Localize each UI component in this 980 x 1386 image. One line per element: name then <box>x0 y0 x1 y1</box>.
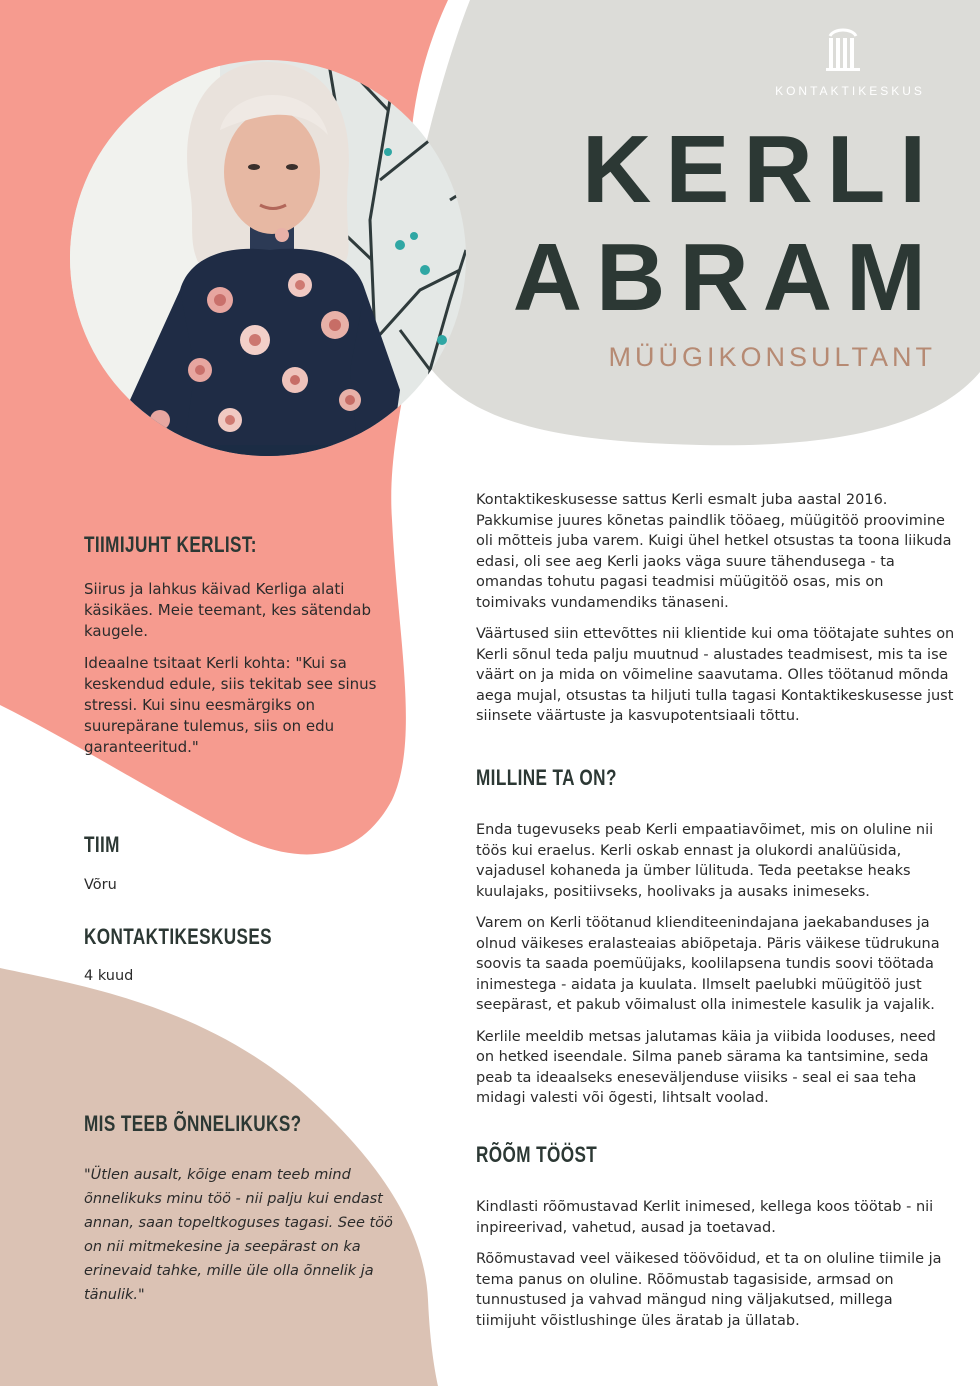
teamlead-heading: TIIMIJUHT KERLIST: <box>84 532 257 557</box>
happy-heading: MIS TEEB ÕNNELIKUKS? <box>84 1111 302 1136</box>
last-name: ABRAM <box>512 224 940 331</box>
kontaktikeskus-logo-icon <box>826 26 860 72</box>
intro-p2: Väärtused siin ettevõttes nii klientide kui oma töötajate suhtes on Kerli sõnul teda palju muutnud - alustades teadmisest, mis ta ise väärt on ja mida on võimeline saavutama. Olles töötanud mõnda aega mujal, otsustas ta hiljuti tulla tagasi Kontaktikeskusesse just siinsete väärtuste ja kasvupotentsiaali tõttu. <box>476 626 955 724</box>
intro-text <box>476 490 956 727</box>
joy-heading: RÕÕM TÖÖST <box>476 1142 598 1167</box>
teamlead-p2: Ideaalne tsitaat Kerli kohta: "Kui sa keskendud edule, siis tekitab see sinus stressi. Kui sinu eesmärgiks on suurepärane tulemus, siis on edu garanteeritud." <box>84 654 377 756</box>
team-value: Võru <box>84 877 117 893</box>
face <box>224 110 320 234</box>
team-heading: TIIM <box>84 832 120 857</box>
intro-p1: Kontaktikeskusesse sattus Kerli esmalt juba aastal 2016. Pakkumise juures kõnetas paindlik tööaeg, müügitöö proovimine oli mõtteis juba varem. Kuigi ühel hetkel otsustas ta toona liikuda edasi, oli see aeg Kerli jaoks väga suure tähendusega - ta omandas tohutu pagasi teadmisi müügitöö osas, mis on toimivaks vundamendiks tänaseni. <box>476 492 952 611</box>
logo-text: KONTAKTIKESKUS <box>775 84 925 98</box>
joy-p2: Rõõmustavad veel väikesed töövõidud, et ta on oluline tiimile ja tema panus on oluline. Rõõmustab tagasiside, armsad on tunnustused ja vahvad mängud ning väljakutsed, millega tiimijuht võistlushinge üles äratab ja üllatab. <box>476 1251 942 1329</box>
tenure-value: 4 kuud <box>84 968 134 984</box>
job-title: MÜÜGIKONSULTANT <box>608 342 936 372</box>
tenure-heading: KONTAKTIKESKUSES <box>84 924 273 949</box>
teamlead-text <box>84 579 404 758</box>
who-p2: Varem on Kerli töötanud klienditeenindajana jaekabanduses ja olnud väikeses eralasteaias abiõpetaja. Päris väikese tüdrukuna soovis ta saada poemüüjaks, koolilapsena tundis soovi töötada inimestega - aidata ja kuulata. Ilmselt paelubki müügitöö just seepärast, et pakub võimalust olla inimestele kasulik ja vajalik. <box>476 915 940 1013</box>
joy-text <box>476 1197 956 1331</box>
who-text <box>476 820 956 1109</box>
first-name: KERLI <box>582 116 940 223</box>
teamlead-p1: Siirus ja lahkus käivad Kerliga alati käsikäes. Meie teemant, kes sätendab kaugele. <box>84 580 372 640</box>
joy-p1: Kindlasti rõõmustavad Kerlit inimesed, kellega koos töötab - nii inpireerivad, vahetud, ausad ja toetavad. <box>476 1199 934 1236</box>
portrait-photo <box>70 40 466 474</box>
who-heading: MILLINE TA ON? <box>476 765 617 790</box>
who-p1: Enda tugevuseks peab Kerli empaatiavõimet, mis on oluline nii töös kui eraelus. Kerli oskab ennast ja olukordi analüüsida, vajadusel kohaneda ja ümber lülituda. Teda peetakse heaks kuulajaks, positiivseks, hoolivaks ja ausaks inimeseks. <box>476 822 934 900</box>
who-p3: Kerlile meeldib metsas jalutamas käia ja viibida looduses, need on hetked iseendale. Silma paneb särama ka tantsimine, seda peab ta ideaalseks eneseväljenduse viisiks - seal ei saa teha midagi valesti või õgesti, lihtsalt voolad. <box>476 1028 936 1106</box>
happy-quote: "Ütlen ausalt, kõige enam teeb mind õnnelikuks minu töö - nii palju kui endast annan, saan topeltkoguses tagasi. See töö on nii mitmekesine ja seepärast on ka erinevaid tahke, mille üle olla õnnelik ja tänulik." <box>84 1167 393 1303</box>
